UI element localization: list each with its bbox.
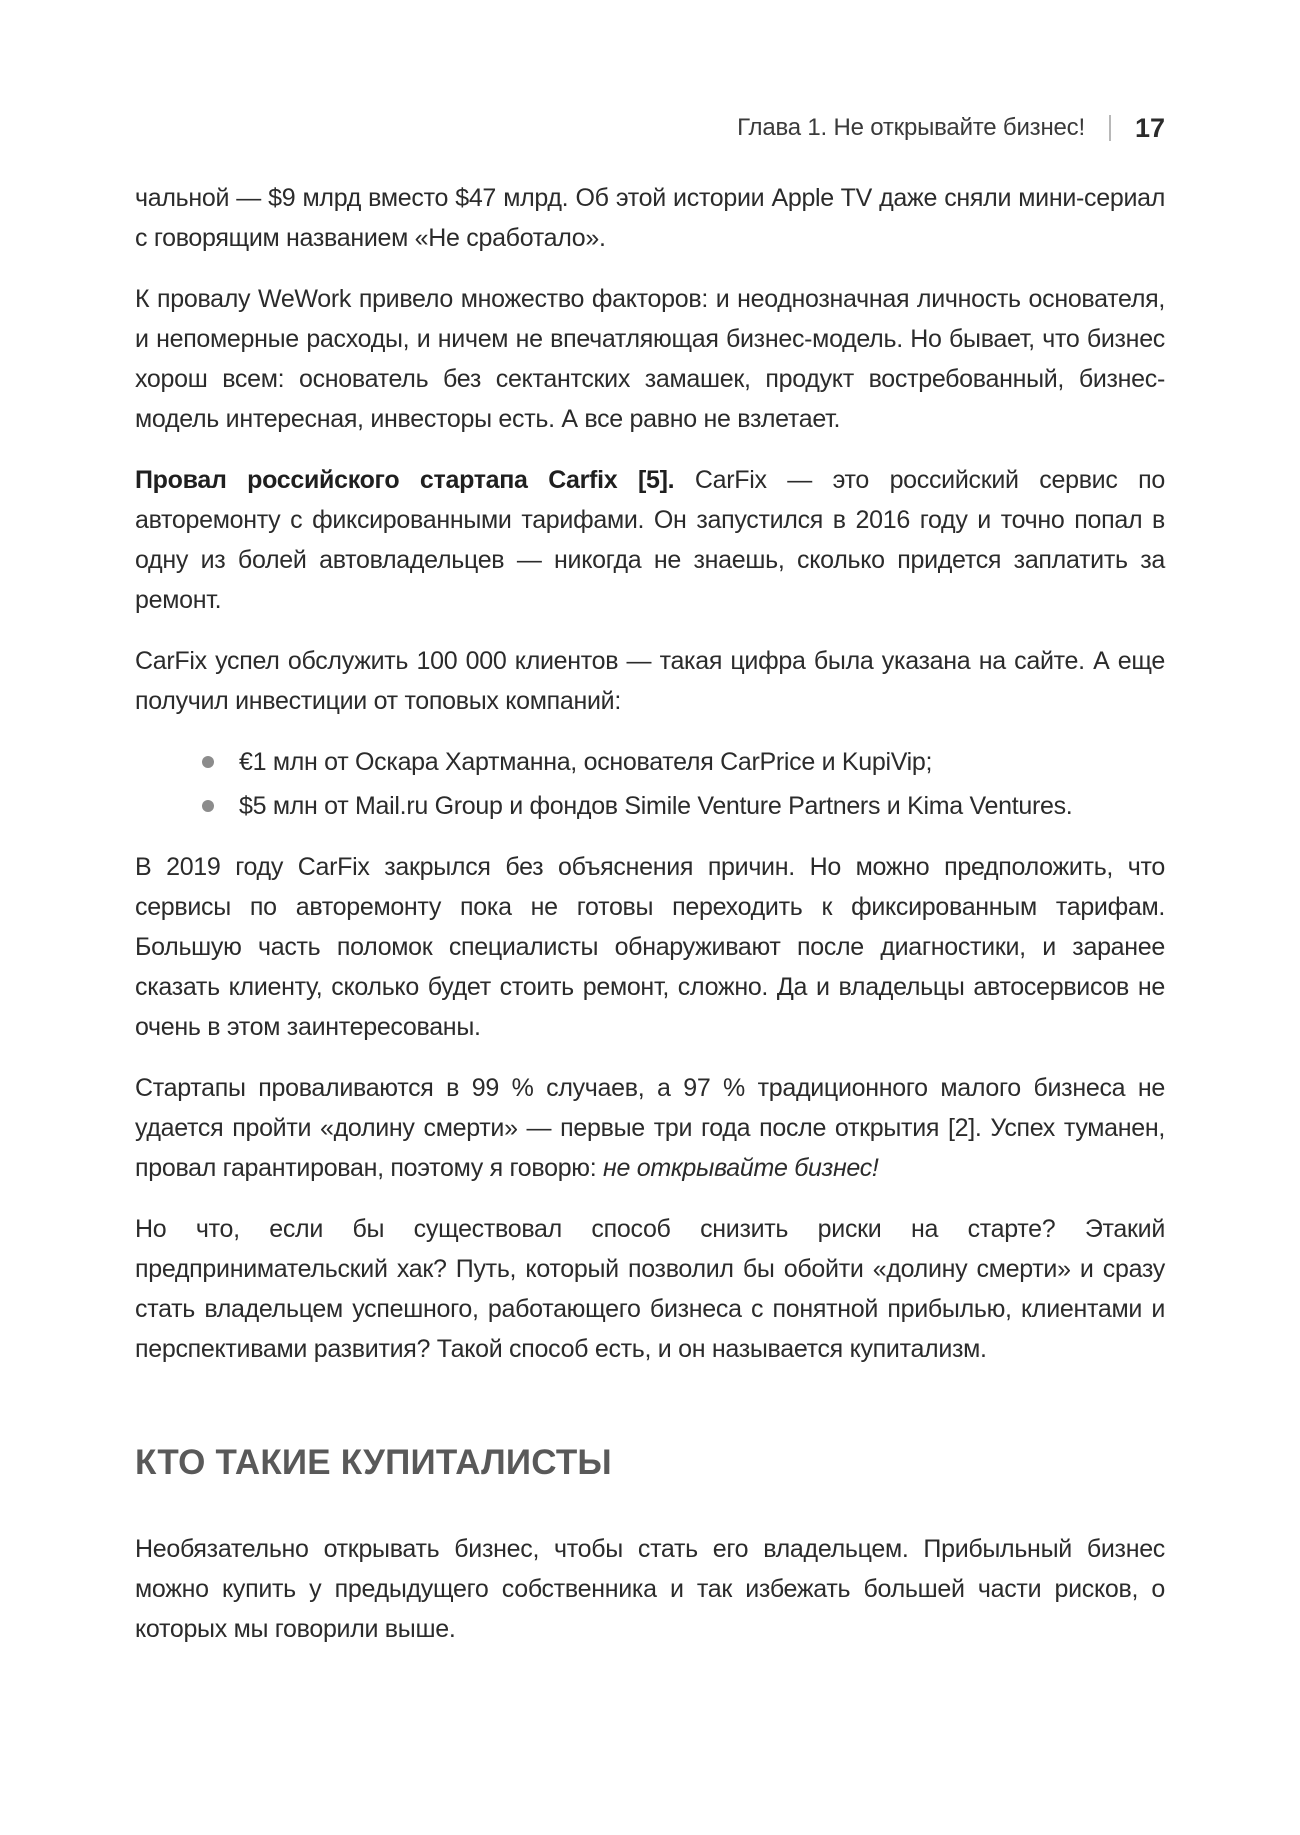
bullet-icon — [202, 756, 214, 768]
carfix-lead-bold: Провал российского стартапа Carfix [5]. — [135, 466, 675, 494]
section-heading: КТО ТАКИЕ КУПИТАЛИСТЫ — [135, 1443, 612, 1482]
header-divider — [1109, 115, 1111, 141]
stats-text: Стартапы проваливаются в 99 % случаев, а 97 % традиционного малого бизнеса не удается пройти «долину смерти» — первые три года после открытия [2]. Успех туманен, провал гарантирован, поэтому я говорю: — [135, 1074, 1165, 1182]
paragraph-clients: CarFix успел обслужить 100 000 клиентов — такая цифра была указана на сайте. А еще получил инвестиции от топовых компаний: — [135, 647, 1165, 715]
paragraph-closure: В 2019 году CarFix закрылся без объяснения причин. Но можно предположить, что сервисы по авторемонту пока не готовы переходить к фиксированным тарифам. Большую часть поломок специалисты обнаруживают после диагностики, и заранее сказать клиенту, сколько будет стоить ремонт, сложно. Да и владельцы автосервисов не очень в этом заинтересованы. — [135, 853, 1165, 1041]
page-number: 17 — [1134, 112, 1165, 143]
paragraph-carfix — [135, 460, 1165, 620]
stats-italic: не открывайте бизнес! — [603, 1154, 879, 1182]
paragraph-stats — [135, 1068, 1165, 1188]
running-title: Глава 1. Не открывайте бизнес! — [737, 114, 1085, 141]
investors-list — [135, 742, 1165, 826]
carfix-rest: CarFix — это российский сервис по авторемонту с фиксированными тарифами. Он запустился в 2016 году и точно попал в одну из болей автовладельцев — никогда не знаешь, сколько придется заплатить за ремонт. — [135, 466, 1165, 614]
list-item-text: $5 млн от Mail.ru Group и фондов Simile Venture Partners и Kima Ventures. — [239, 792, 1073, 820]
paragraph-wework: К провалу WeWork привело множество факторов: и неоднозначная личность основателя, и непомерные расходы, и ничем не впечатляющая бизнес-модель. Но бывает, что бизнес хорош всем: основатель без сектантских замашек, продукт востребованный, бизнес-модель интересная, инвесторы есть. А все равно не взлетает. — [135, 285, 1165, 433]
list-item — [135, 742, 1165, 782]
page-body — [135, 178, 1165, 1649]
list-item — [135, 786, 1165, 826]
paragraph-kupitalists: Необязательно открывать бизнес, чтобы стать его владельцем. Прибыльный бизнес можно купить у предыдущего собственника и так избежать большей части рисков, о которых мы говорили выше. — [135, 1535, 1165, 1643]
paragraph-continuation: чальной — $9 млрд вместо $47 млрд. Об этой истории Apple TV даже сняли мини-сериал с говорящим названием «Не сработало». — [135, 184, 1165, 252]
page-header — [135, 112, 1165, 144]
list-item-text: €1 млн от Оскара Хартманна, основателя CarPrice и KupiVip; — [239, 748, 933, 776]
paragraph-kupitalizm: Но что, если бы существовал способ снизить риски на старте? Этакий предпринимательский хак? Путь, который позволил бы обойти «долину смерти» и сразу стать владельцем успешного, работающего бизнеса с понятной прибылью, клиентами и перспективами развития? Такой способ есть, и он называется купитализм. — [135, 1215, 1165, 1363]
bullet-icon — [202, 800, 214, 812]
